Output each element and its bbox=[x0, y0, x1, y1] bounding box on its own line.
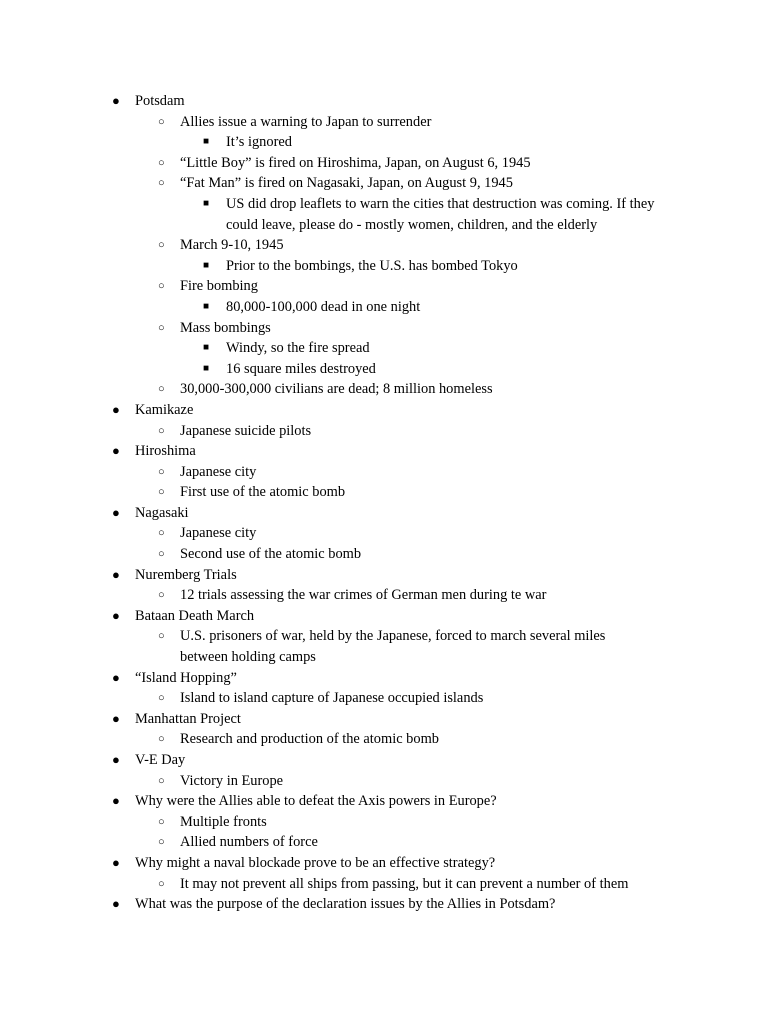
list-item-level-2 bbox=[0, 153, 768, 174]
list-item-text: 80,000-100,000 dead in one night bbox=[226, 298, 421, 315]
bullet-square-icon: ■ bbox=[203, 259, 210, 271]
list-item-text: Allies issue a warning to Japan to surrender bbox=[180, 113, 432, 130]
list-item-level-2 bbox=[0, 832, 768, 853]
list-item-level-2 bbox=[0, 421, 768, 442]
list-item-level-2 bbox=[0, 626, 768, 647]
list-item-level-2 bbox=[0, 276, 768, 297]
list-item-level-1 bbox=[0, 750, 768, 771]
list-item-text: U.S. prisoners of war, held by the Japanese, forced to march several miles bbox=[180, 628, 606, 645]
list-item-level-2 bbox=[0, 729, 768, 750]
list-item-level-1 bbox=[0, 709, 768, 730]
bullet-circle-icon: ○ bbox=[158, 692, 165, 705]
list-item-text: Japanese city bbox=[180, 463, 257, 480]
list-item-level-2 bbox=[0, 874, 768, 895]
list-item-text: Japanese city bbox=[180, 525, 257, 542]
list-item-level-2 bbox=[0, 812, 768, 833]
bullet-circle-icon: ○ bbox=[158, 527, 165, 540]
list-item-level-2 bbox=[0, 235, 768, 256]
list-item-text: March 9-10, 1945 bbox=[180, 237, 284, 254]
bullet-circle-icon: ○ bbox=[158, 321, 165, 334]
list-item-level-1 bbox=[0, 441, 768, 462]
list-item-text: “Little Boy” is fired on Hiroshima, Japan, on August 6, 1945 bbox=[180, 154, 531, 171]
list-item-text: Second use of the atomic bomb bbox=[180, 546, 362, 563]
list-item-text: It may not prevent all ships from passing, but it can prevent a number of them bbox=[180, 875, 629, 892]
document-page bbox=[0, 91, 768, 915]
list-item-continuation bbox=[0, 647, 768, 668]
list-item-text: Prior to the bombings, the U.S. has bombed Tokyo bbox=[226, 257, 518, 274]
list-item-level-1 bbox=[0, 565, 768, 586]
bullet-square-icon: ■ bbox=[203, 197, 210, 209]
list-item-level-2 bbox=[0, 523, 768, 544]
bullet-square-icon: ■ bbox=[203, 342, 210, 354]
bullet-disc-icon: ● bbox=[112, 504, 120, 520]
bullet-circle-icon: ○ bbox=[158, 115, 165, 128]
list-item-continuation bbox=[0, 215, 768, 236]
list-item-text: First use of the atomic bomb bbox=[180, 484, 346, 501]
list-item-text: Hiroshima bbox=[135, 443, 196, 460]
bullet-circle-icon: ○ bbox=[158, 177, 165, 190]
list-item-text: 30,000-300,000 civilians are dead; 8 million homeless bbox=[180, 381, 493, 398]
list-item-level-2 bbox=[0, 544, 768, 565]
list-item-text: Mass bombings bbox=[180, 319, 271, 336]
list-item-level-1 bbox=[0, 606, 768, 627]
bullet-circle-icon: ○ bbox=[158, 630, 165, 643]
list-item-text: Fire bombing bbox=[180, 278, 258, 295]
list-item-level-3 bbox=[0, 338, 768, 359]
list-item-text: What was the purpose of the declaration issues by the Allies in Potsdam? bbox=[135, 896, 556, 913]
list-item-level-2 bbox=[0, 318, 768, 339]
bullet-circle-icon: ○ bbox=[158, 156, 165, 169]
bullet-disc-icon: ● bbox=[112, 443, 120, 459]
bullet-disc-icon: ● bbox=[112, 93, 120, 108]
list-item-text: Victory in Europe bbox=[180, 772, 284, 789]
list-item-level-1 bbox=[0, 894, 768, 915]
list-item-level-2 bbox=[0, 173, 768, 194]
bullet-disc-icon: ● bbox=[112, 854, 120, 870]
list-item-text: Japanese suicide pilots bbox=[180, 422, 312, 439]
list-item-level-1 bbox=[0, 91, 768, 112]
bullet-circle-icon: ○ bbox=[158, 877, 165, 890]
bullet-circle-icon: ○ bbox=[158, 815, 165, 828]
bullet-circle-icon: ○ bbox=[158, 486, 165, 499]
list-item-level-2 bbox=[0, 771, 768, 792]
bullet-circle-icon: ○ bbox=[158, 548, 165, 561]
bullet-circle-icon: ○ bbox=[158, 280, 165, 293]
list-item-text: Why might a naval blockade prove to be an effective strategy? bbox=[135, 854, 496, 871]
list-item-text: Windy, so the fire spread bbox=[226, 340, 370, 357]
bullet-circle-icon: ○ bbox=[158, 239, 165, 252]
list-item-text: “Island Hopping” bbox=[135, 669, 237, 686]
list-item-text: Nagasaki bbox=[135, 504, 189, 521]
list-item-level-3 bbox=[0, 297, 768, 318]
list-item-continuation-text: between holding camps bbox=[180, 649, 316, 666]
bullet-circle-icon: ○ bbox=[158, 383, 165, 396]
list-item-level-1 bbox=[0, 791, 768, 812]
bullet-circle-icon: ○ bbox=[158, 733, 165, 746]
list-item-text: “Fat Man” is fired on Nagasaki, Japan, on August 9, 1945 bbox=[180, 175, 513, 192]
list-item-level-2 bbox=[0, 379, 768, 400]
list-item-text: Allied numbers of force bbox=[180, 834, 318, 851]
bullet-square-icon: ■ bbox=[203, 300, 210, 312]
list-item-level-2 bbox=[0, 482, 768, 503]
bullet-disc-icon: ● bbox=[112, 710, 120, 726]
bullet-square-icon: ■ bbox=[203, 136, 210, 148]
bullet-disc-icon: ● bbox=[112, 401, 120, 417]
bullet-circle-icon: ○ bbox=[158, 465, 165, 478]
bullet-disc-icon: ● bbox=[112, 669, 120, 685]
list-item-text: It’s ignored bbox=[226, 134, 292, 151]
list-item-level-3 bbox=[0, 194, 768, 215]
bullet-disc-icon: ● bbox=[112, 896, 120, 912]
bullet-disc-icon: ● bbox=[112, 607, 120, 623]
list-item-text: Research and production of the atomic bomb bbox=[180, 731, 439, 748]
list-item-text: Kamikaze bbox=[135, 401, 194, 418]
list-item-text: US did drop leaflets to warn the cities that destruction was coming. If they bbox=[226, 195, 655, 212]
bullet-square-icon: ■ bbox=[203, 362, 210, 374]
list-item-level-1 bbox=[0, 668, 768, 689]
bullet-disc-icon: ● bbox=[112, 793, 120, 809]
bullet-disc-icon: ● bbox=[112, 566, 120, 582]
bullet-disc-icon: ● bbox=[112, 752, 120, 767]
list-item-level-1 bbox=[0, 400, 768, 421]
list-item-level-1 bbox=[0, 853, 768, 874]
list-item-continuation-text: could leave, please do - mostly women, children, and the elderly bbox=[226, 216, 598, 233]
list-item-text: Manhattan Project bbox=[135, 710, 241, 727]
list-item-level-1 bbox=[0, 503, 768, 524]
list-item-text: Island to island capture of Japanese occupied islands bbox=[180, 690, 484, 707]
list-item-level-3 bbox=[0, 256, 768, 277]
list-item-level-2 bbox=[0, 688, 768, 709]
bullet-circle-icon: ○ bbox=[158, 589, 165, 602]
list-item-text: Bataan Death March bbox=[135, 607, 255, 624]
bullet-circle-icon: ○ bbox=[158, 836, 165, 849]
list-item-level-2 bbox=[0, 112, 768, 133]
list-item-text: 12 trials assessing the war crimes of German men during te war bbox=[180, 587, 547, 604]
list-item-level-3 bbox=[0, 359, 768, 380]
list-item-level-3 bbox=[0, 132, 768, 153]
list-item-text: V-E Day bbox=[135, 752, 186, 768]
list-item-text: Why were the Allies able to defeat the Axis powers in Europe? bbox=[135, 793, 497, 810]
list-item-text: Multiple fronts bbox=[180, 813, 267, 830]
list-item-level-2 bbox=[0, 585, 768, 606]
list-item-text: Nuremberg Trials bbox=[135, 566, 237, 583]
bullet-circle-icon: ○ bbox=[158, 424, 165, 437]
bullet-circle-icon: ○ bbox=[158, 774, 165, 787]
list-item-level-2 bbox=[0, 462, 768, 483]
list-item-text: 16 square miles destroyed bbox=[226, 360, 376, 377]
list-item-text: Potsdam bbox=[135, 93, 185, 109]
